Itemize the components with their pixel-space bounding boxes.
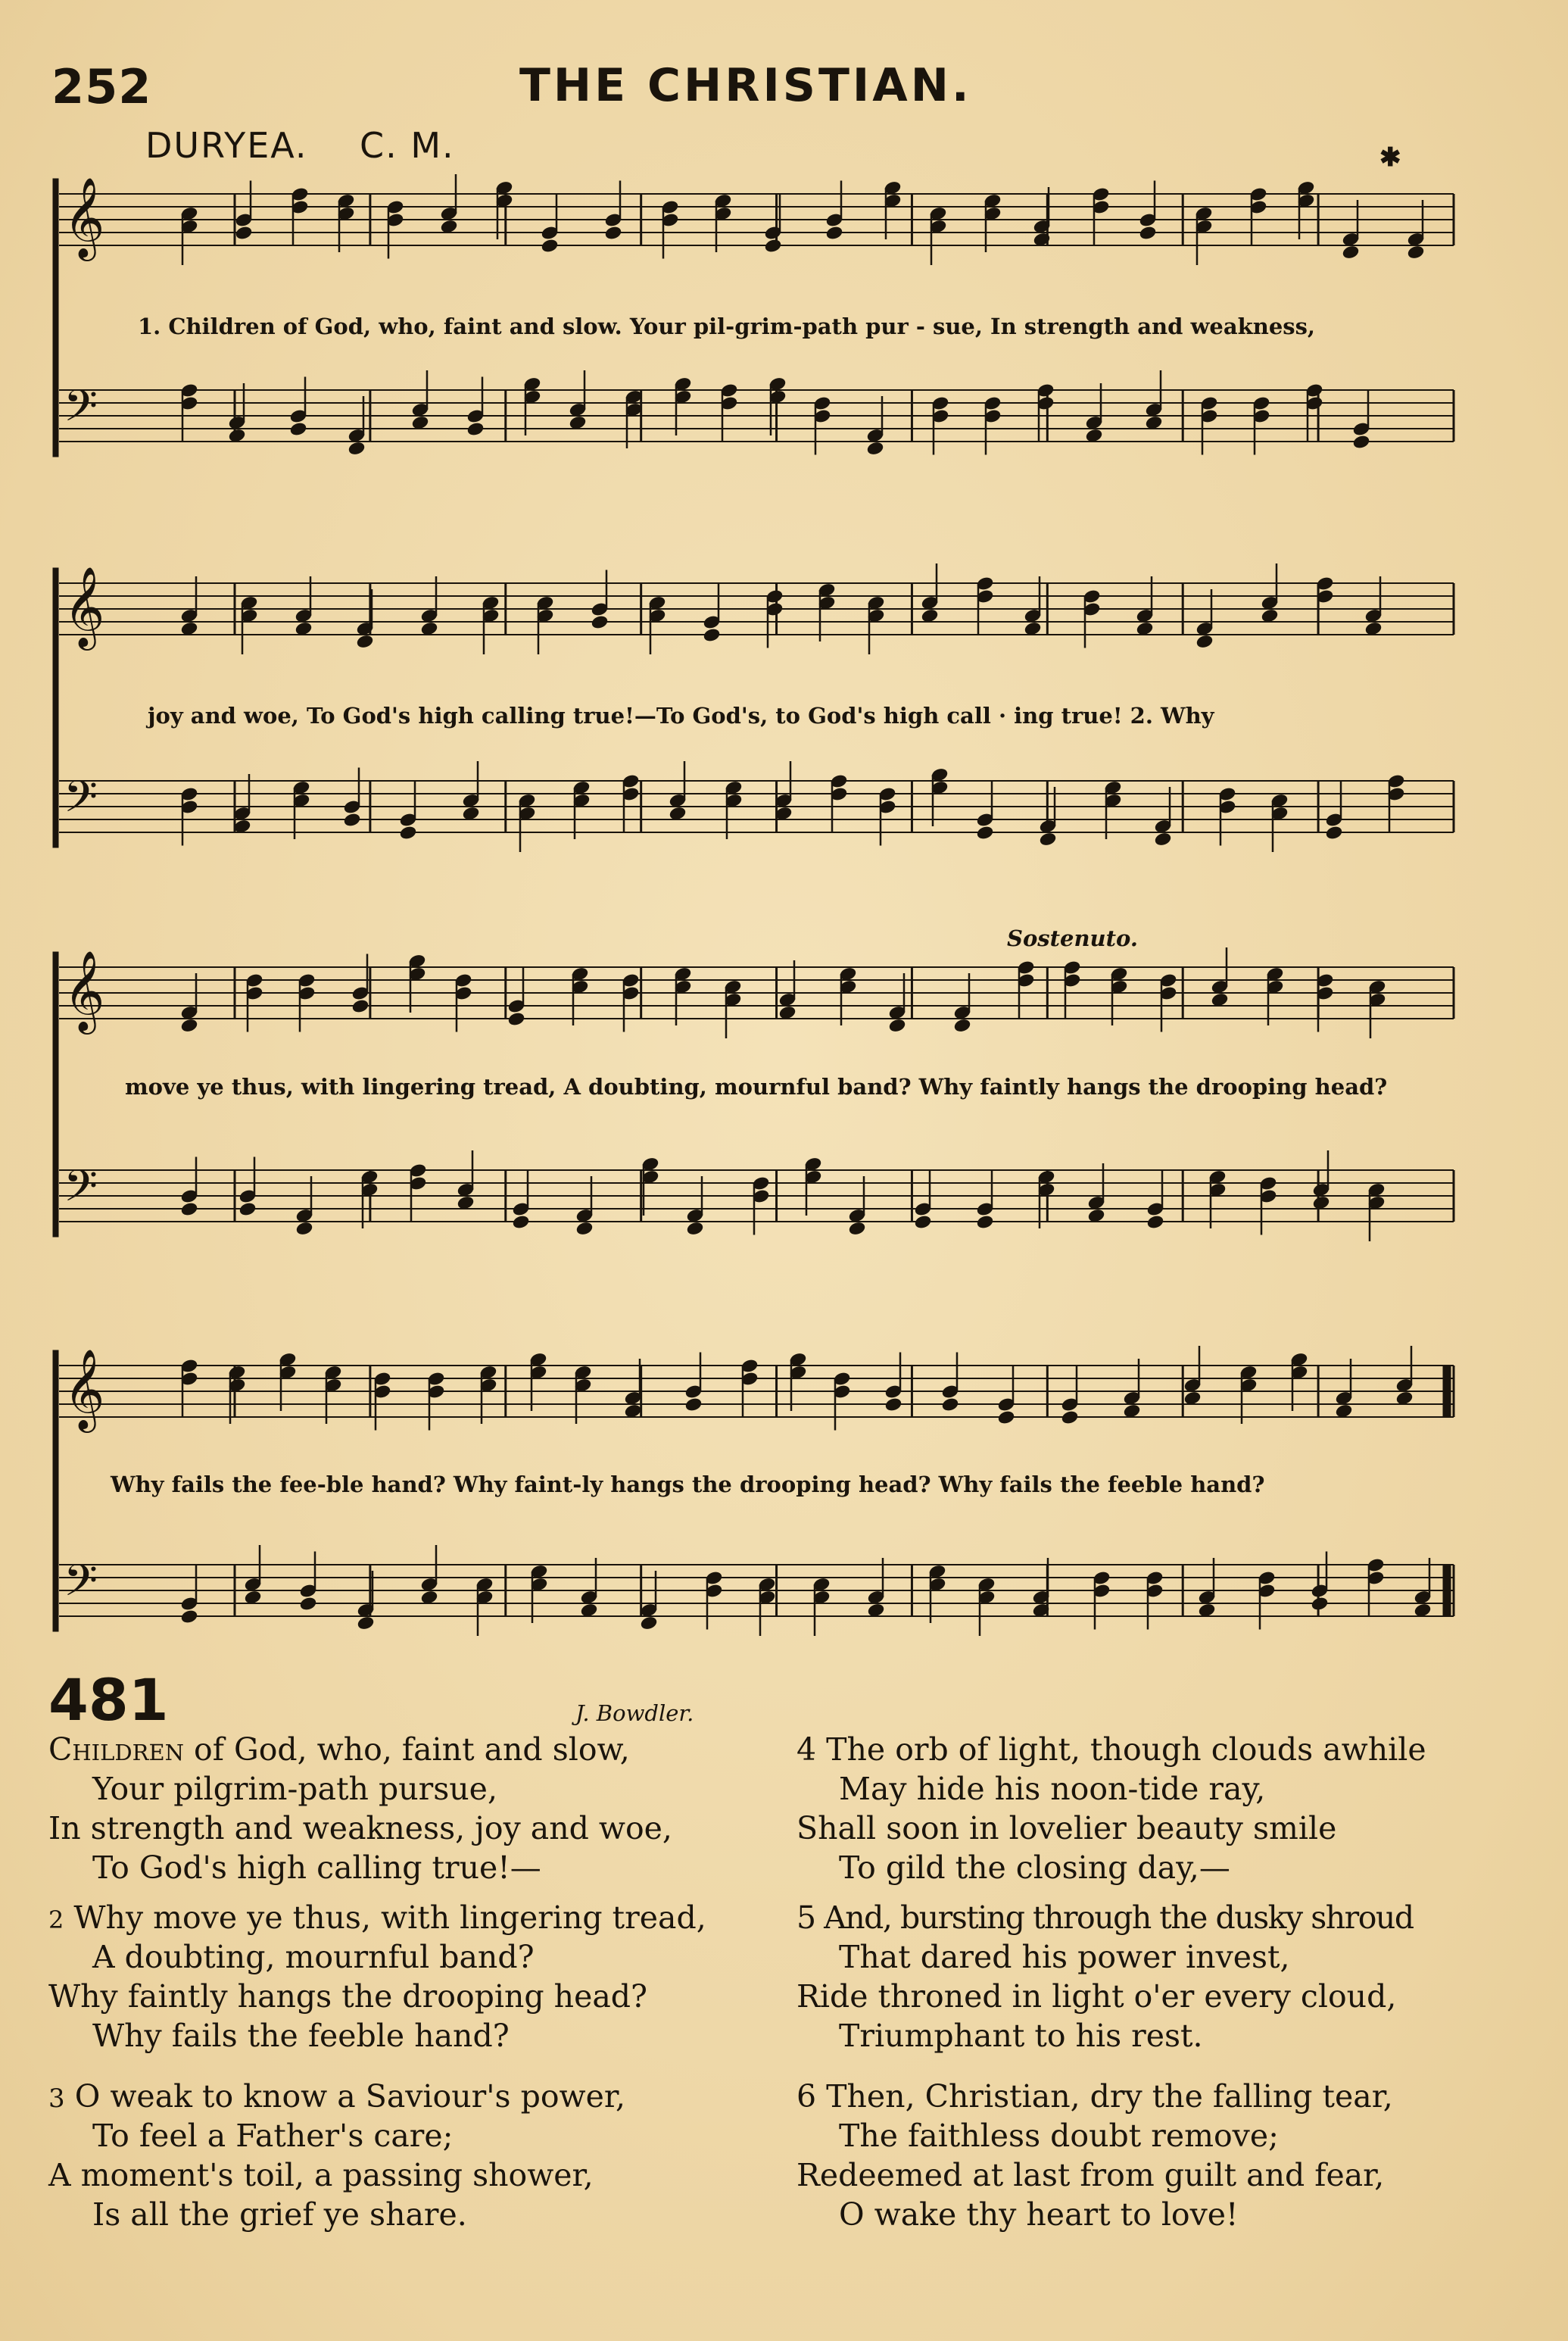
verse-line: Why faintly hangs the drooping head? bbox=[48, 1978, 648, 2015]
note-head bbox=[1414, 1603, 1432, 1618]
verse-line: Why fails the feeble hand? bbox=[92, 2018, 510, 2054]
section-title: THE CHRISTIAN. bbox=[519, 59, 972, 112]
lyric-line-2: joy and woe, To God's high calling true!—To God's, to God's high call · ing true! 2. Why bbox=[148, 703, 1214, 729]
note-head bbox=[411, 415, 429, 430]
note-head bbox=[580, 1603, 598, 1618]
note-head bbox=[1123, 1403, 1141, 1419]
note-head bbox=[591, 615, 609, 630]
note-head bbox=[941, 1397, 959, 1412]
note-head bbox=[466, 422, 485, 437]
note-head bbox=[1395, 1391, 1414, 1406]
system-brace bbox=[53, 1350, 58, 1631]
verse-line: That dared his power invest, bbox=[839, 1939, 1290, 1975]
final-barline bbox=[1443, 1366, 1451, 1417]
page-number: 252 bbox=[51, 59, 152, 114]
note-head bbox=[295, 1221, 313, 1236]
treble-clef: 𝄞 bbox=[64, 176, 105, 258]
note-head bbox=[1085, 428, 1103, 443]
note-head bbox=[914, 1215, 932, 1230]
note-head bbox=[1087, 1208, 1105, 1223]
note-head bbox=[399, 826, 417, 841]
note-head bbox=[228, 428, 246, 443]
tune-meter: C. M. bbox=[360, 125, 455, 166]
note-head bbox=[295, 621, 313, 636]
note-head bbox=[825, 226, 843, 241]
note-head bbox=[235, 226, 253, 241]
note-head bbox=[299, 1597, 317, 1612]
tune-name: DURYEA. bbox=[145, 125, 308, 166]
note-head bbox=[1039, 832, 1057, 847]
note-head bbox=[1061, 1410, 1079, 1425]
note-head bbox=[420, 621, 438, 636]
note-head bbox=[575, 1221, 594, 1236]
hymn-number: 481 bbox=[48, 1666, 169, 1734]
verse-line: 3 O weak to know a Saviour's power, bbox=[48, 2078, 625, 2115]
note-head bbox=[866, 441, 884, 456]
bass-clef: 𝄢 bbox=[64, 380, 98, 442]
bass-clef: 𝄢 bbox=[64, 1160, 98, 1222]
lyric-line-3: move ye thus, with lingering tread, A doubting, mournful band? Why faintly hangs the drooping head? bbox=[125, 1074, 1388, 1100]
note-head bbox=[976, 1215, 994, 1230]
note-head bbox=[1211, 992, 1229, 1007]
treble-clef: 𝄞 bbox=[64, 566, 105, 647]
note-head bbox=[512, 1215, 530, 1230]
note-head bbox=[1261, 608, 1279, 623]
verse-line: A doubting, mournful band? bbox=[92, 1939, 535, 1975]
note-head bbox=[1146, 1215, 1164, 1230]
note-head bbox=[953, 1018, 971, 1033]
note-head bbox=[1312, 1195, 1330, 1210]
note-head bbox=[778, 1005, 796, 1020]
bass-clef: 𝄢 bbox=[64, 771, 98, 833]
note-head bbox=[921, 608, 939, 623]
verse-line: Is all the grief ye share. bbox=[92, 2196, 467, 2233]
note-head bbox=[1364, 621, 1383, 636]
note-head bbox=[888, 1018, 906, 1033]
verse-line: Redeemed at last from guilt and fear, bbox=[796, 2157, 1385, 2193]
note-head bbox=[1195, 634, 1214, 649]
asterisk-mark: ✱ bbox=[1379, 142, 1401, 173]
note-head bbox=[343, 813, 361, 828]
note-head bbox=[1325, 826, 1343, 841]
note-head bbox=[569, 415, 587, 430]
note-head bbox=[640, 1615, 658, 1631]
verse-line: 5 And, bursting through the dusky shroud bbox=[796, 1899, 1414, 1936]
hymn-author: J. Bowdler. bbox=[575, 1700, 694, 1726]
system-brace bbox=[53, 952, 58, 1237]
note-head bbox=[1183, 1391, 1202, 1406]
verse-line: To feel a Father's care; bbox=[92, 2118, 454, 2154]
verse-line: 6 Then, Christian, dry the falling tear, bbox=[796, 2078, 1393, 2115]
note-head bbox=[1145, 415, 1163, 430]
verse-line: 2 Why move ye thus, with lingering tread, bbox=[48, 1899, 706, 1936]
note-head bbox=[884, 1397, 902, 1412]
note-head bbox=[348, 441, 366, 456]
treble-clef: 𝄞 bbox=[64, 950, 105, 1031]
verse-line: To God's high calling true!— bbox=[92, 1849, 541, 1886]
note-head bbox=[180, 1018, 198, 1033]
verse-line: Ride throned in light o'er every cloud, bbox=[796, 1978, 1397, 2015]
note-head bbox=[686, 1221, 704, 1236]
note-head bbox=[1407, 245, 1425, 260]
note-head bbox=[1154, 832, 1172, 847]
verse-line: The faithless doubt remove; bbox=[839, 2118, 1279, 2154]
verse-line: May hide his noon-tide ray, bbox=[839, 1771, 1266, 1807]
lyric-line-4: Why fails the fee-ble hand? Why faint-ly hangs the drooping head? Why fails the feeble hand? bbox=[111, 1472, 1265, 1497]
bass-clef: 𝄢 bbox=[64, 1555, 98, 1617]
note-head bbox=[289, 422, 307, 437]
verse-line: 4 The orb of light, though clouds awhile bbox=[796, 1731, 1426, 1768]
system-brace bbox=[53, 179, 58, 457]
note-head bbox=[997, 1410, 1015, 1425]
note-head bbox=[867, 1603, 885, 1618]
note-head bbox=[180, 621, 198, 636]
note-head bbox=[976, 826, 994, 841]
system-brace bbox=[53, 568, 58, 847]
treble-clef: 𝄞 bbox=[64, 1348, 105, 1429]
note-head bbox=[351, 999, 369, 1014]
verse-line: Children of God, who, faint and slow, bbox=[48, 1731, 630, 1768]
note-head bbox=[462, 806, 480, 821]
verse-line: In strength and weakness, joy and woe, bbox=[48, 1810, 672, 1846]
note-head bbox=[357, 1615, 375, 1631]
note-head bbox=[624, 1403, 642, 1419]
lyric-line-1: 1. Children of God, who, faint and slow. Your pil-grim-path pur - sue, In strength and weakness, bbox=[138, 314, 1316, 339]
note-head bbox=[541, 239, 559, 254]
final-barline bbox=[1443, 1565, 1451, 1616]
note-head bbox=[764, 239, 782, 254]
note-head bbox=[420, 1590, 438, 1605]
verse-line: O wake thy heart to love! bbox=[839, 2196, 1239, 2233]
tempo-marking: Sostenuto. bbox=[1007, 925, 1138, 951]
note-head bbox=[1198, 1603, 1216, 1618]
note-head bbox=[233, 819, 251, 834]
verse-line: Triumphant to his rest. bbox=[839, 2018, 1203, 2054]
note-head bbox=[1342, 245, 1360, 260]
verse-line: A moment's toil, a passing shower, bbox=[48, 2157, 594, 2193]
note-head bbox=[848, 1221, 866, 1236]
note-head bbox=[1311, 1597, 1329, 1612]
note-head bbox=[1352, 435, 1370, 450]
note-head bbox=[244, 1590, 262, 1605]
verse-line: Shall soon in lovelier beauty smile bbox=[796, 1810, 1337, 1846]
note-head bbox=[1335, 1403, 1353, 1419]
note-head bbox=[440, 219, 458, 234]
note-head bbox=[180, 1202, 198, 1217]
note-head bbox=[669, 806, 687, 821]
verse-line: Your pilgrim-path pursue, bbox=[92, 1771, 497, 1807]
note-head bbox=[703, 628, 721, 643]
note-head bbox=[1139, 226, 1157, 241]
note-head bbox=[507, 1012, 525, 1027]
note-head bbox=[1136, 621, 1154, 636]
note-head bbox=[604, 226, 622, 241]
note-head bbox=[238, 1202, 257, 1217]
note-head bbox=[356, 634, 374, 649]
note-head bbox=[180, 1609, 198, 1625]
verse-line: To gild the closing day,— bbox=[839, 1849, 1230, 1886]
note-head bbox=[1024, 621, 1042, 636]
note-head bbox=[684, 1397, 703, 1412]
note-head bbox=[457, 1195, 475, 1210]
